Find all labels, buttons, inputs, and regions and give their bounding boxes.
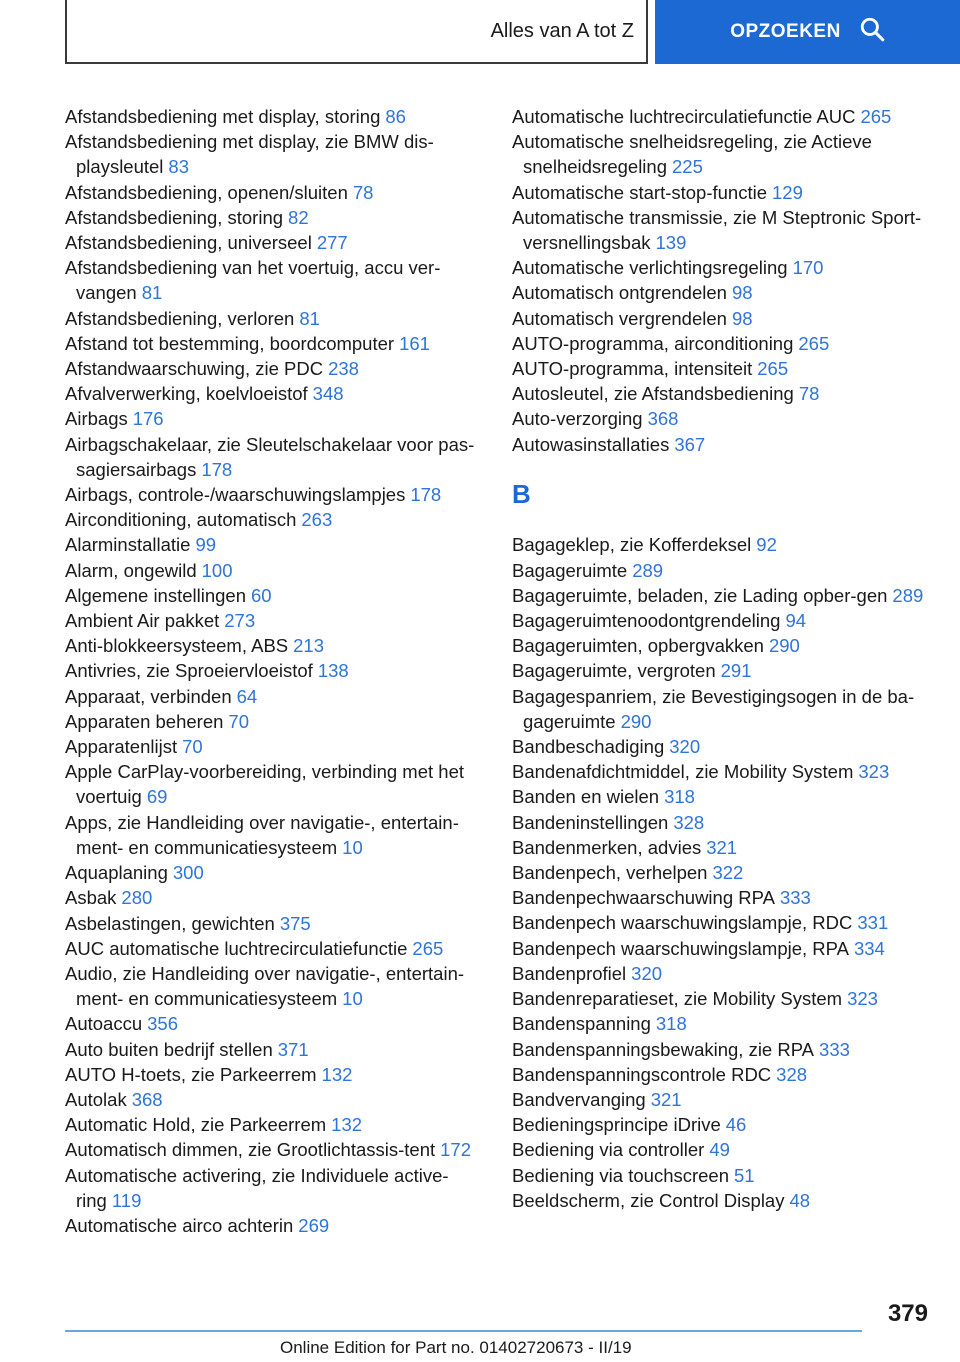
page-reference-link[interactable]: 78 [352, 181, 374, 203]
index-entry [65, 406, 483, 431]
page-reference-link[interactable]: 328 [673, 811, 705, 833]
page-reference-link[interactable]: 10 [342, 836, 363, 858]
page-reference-link[interactable]: 86 [385, 106, 406, 127]
page-reference-link[interactable]: 99 [195, 534, 217, 556]
page-reference-link[interactable]: 70 [182, 736, 203, 758]
page-reference-link[interactable]: 321 [706, 836, 738, 858]
index-entry [512, 784, 932, 809]
page-reference-link[interactable]: 132 [331, 1114, 363, 1136]
index-entry [65, 482, 483, 507]
index-term: Automatische verlichtingsregeling [512, 257, 788, 279]
tab-alles-van-a-tot-z[interactable] [65, 0, 648, 64]
page-reference-link[interactable]: 328 [776, 1063, 808, 1085]
page-reference-link[interactable]: 265 [757, 358, 789, 380]
index-term: Bagageruimte, vergroten [512, 660, 716, 682]
page-reference-link[interactable]: 213 [293, 635, 324, 657]
index-entry [512, 205, 932, 255]
page-reference-link[interactable]: 318 [664, 786, 695, 808]
index-entry [512, 633, 932, 658]
index-term: Afstandsbediening, storing [65, 206, 284, 228]
index-entry [512, 356, 932, 381]
page-reference-link[interactable]: 92 [756, 534, 777, 556]
page-reference-link[interactable]: 49 [709, 1139, 730, 1161]
index-entry [65, 961, 483, 1011]
page-reference-link[interactable]: 367 [674, 433, 706, 455]
index-term: Automatisch dimmen, zie Grootlichtassis-tent [65, 1139, 436, 1161]
index-term: AUTO H-toets, zie Parkeerrem [65, 1063, 317, 1085]
index-term: Airbagschakelaar, zie Sleutelschakelaar voor pas-sagiersairbags [65, 433, 475, 480]
page-reference-link[interactable]: 100 [201, 559, 233, 581]
index-entry [512, 280, 932, 305]
page-reference-link[interactable]: 368 [647, 408, 679, 430]
index-entry [512, 608, 932, 633]
index-entry [512, 583, 932, 608]
page-reference-link[interactable]: 94 [785, 610, 807, 632]
index-entry [65, 1112, 483, 1137]
page-number: 379 [887, 1300, 928, 1327]
index-term: Banden en wielen [512, 786, 660, 808]
page-reference-link[interactable]: 320 [631, 962, 663, 984]
page-reference-link[interactable]: 176 [132, 408, 164, 430]
index-entry [65, 558, 483, 583]
index-entry [65, 583, 483, 608]
index-entry [512, 1087, 932, 1112]
index-term: Ambient Air pakket [65, 610, 220, 632]
index-term: Afvalverwerking, koelvloeistof [65, 383, 308, 405]
index-entry [512, 104, 932, 129]
page-reference-link[interactable]: 323 [858, 761, 890, 783]
page-reference-link[interactable]: 81 [299, 307, 320, 329]
page-reference-link[interactable]: 238 [328, 358, 359, 380]
index-term: Automatische start-stop-functie [512, 181, 767, 203]
index-entry [65, 1213, 483, 1238]
index-entry [65, 381, 483, 406]
index-entry [65, 104, 483, 129]
index-term: Bandenpech waarschuwingslampje, RPA [512, 937, 849, 959]
index-term: Bagageruimte [512, 559, 628, 581]
index-term: Bandenspanningscontrole RDC [512, 1063, 772, 1085]
index-term: Bagageklep, zie Kofferdeksel [512, 534, 752, 556]
index-term: Auto buiten bedrijf stellen [65, 1038, 273, 1060]
index-term: AUTO-programma, intensiteit [512, 358, 753, 380]
page-reference-link[interactable]: 263 [301, 509, 333, 531]
index-entry [65, 1163, 483, 1213]
index-entry [65, 205, 483, 230]
index-entry [512, 1137, 932, 1162]
page-reference-link[interactable]: 129 [772, 181, 803, 203]
page-reference-link[interactable]: 98 [731, 307, 753, 329]
index-entry [512, 558, 932, 583]
footer-divider [65, 1330, 862, 1332]
index-entry [512, 381, 932, 406]
page-reference-link[interactable]: 371 [277, 1038, 309, 1060]
page-reference-link[interactable]: 300 [172, 862, 204, 884]
index-entry [512, 986, 932, 1011]
index-entry [65, 734, 483, 759]
page-reference-link[interactable]: 119 [111, 1189, 142, 1211]
index-term: Automatische luchtrecirculatiefunctie AUC [512, 106, 856, 127]
index-term: Bandeninstellingen [512, 811, 669, 833]
index-term: Autowasinstallaties [512, 433, 670, 455]
index-entry [65, 1087, 483, 1112]
magnifier-icon [859, 16, 885, 48]
index-entry [65, 532, 483, 557]
index-term: Afstandwaarschuwing, zie PDC [65, 358, 324, 380]
index-term: Automatische snelheidsregeling, zie Actieve snelheidsregeling [512, 131, 872, 178]
page-reference-link[interactable]: 69 [146, 786, 168, 808]
index-term: Bediening via touchscreen [512, 1164, 730, 1186]
index-term: Bandenafdichtmiddel, zie Mobility System [512, 761, 854, 783]
page-reference-link[interactable]: 277 [316, 232, 348, 254]
index-term: Asbak [65, 887, 117, 909]
index-term: Automatische airco achterin [65, 1214, 294, 1236]
index-term: Algemene instellingen [65, 584, 247, 606]
page-reference-link[interactable]: 225 [672, 156, 703, 178]
page-reference-link[interactable]: 78 [798, 383, 820, 405]
index-entry [65, 709, 483, 734]
section-letter-heading: B [512, 478, 531, 509]
index-entry [512, 658, 932, 683]
page-reference-link[interactable]: 48 [789, 1189, 811, 1211]
page-reference-link[interactable]: 289 [892, 584, 924, 606]
index-term: Automatische transmissie, zie M Steptronic Sport-versnellingsbak [512, 206, 922, 254]
index-term: Automatisch vergrendelen [512, 307, 727, 329]
index-entry [65, 255, 483, 305]
index-term: Bandenpech, verhelpen [512, 862, 708, 884]
page-reference-link[interactable]: 318 [655, 1013, 687, 1035]
index-entry [512, 885, 932, 910]
index-entry [65, 860, 483, 885]
index-term: Bagageruimten, opbergvakken [512, 635, 764, 657]
index-entry [65, 129, 483, 179]
index-entry [512, 1163, 932, 1188]
page-reference-link[interactable]: 178 [410, 484, 442, 506]
index-entry [65, 684, 483, 709]
index-term: Aquaplaning [65, 862, 168, 884]
index-term: Alarminstallatie [65, 534, 191, 556]
index-term: Apparaat, verbinden [65, 685, 232, 707]
index-term: Afstandsbediening met display, storing [65, 106, 381, 127]
page-reference-link[interactable]: 334 [853, 937, 885, 959]
index-column-right [512, 104, 932, 1213]
index-term: Apparaten beheren [65, 710, 224, 732]
page-reference-link[interactable]: 10 [342, 988, 363, 1010]
index-entry [512, 835, 932, 860]
page-reference-link[interactable]: 333 [819, 1038, 850, 1060]
page-reference-link[interactable]: 81 [141, 282, 163, 304]
index-term: Antivries, zie Sproeiervloeistof [65, 660, 313, 682]
index-term: Bedieningsprincipe iDrive [512, 1114, 721, 1136]
index-entry [512, 1011, 932, 1036]
index-term: Afstandsbediening, verloren [65, 307, 295, 329]
page-reference-link[interactable]: 83 [168, 156, 189, 178]
index-entry [512, 684, 932, 734]
index-entry [65, 810, 483, 860]
index-term: Airconditioning, automatisch [65, 509, 297, 531]
index-entry [512, 331, 932, 356]
index-term: Bandvervanging [512, 1088, 646, 1110]
index-entry [512, 532, 932, 557]
index-entry [65, 432, 483, 482]
index-term: Afstandsbediening van het voertuig, accu ver-vangen [65, 257, 441, 304]
index-term: Autosleutel, zie Afstandsbediening [512, 383, 794, 405]
index-term: Bandenmerken, advies [512, 836, 702, 858]
index-term: Apple CarPlay-voorbereiding, verbinding met het voertuig [65, 761, 464, 808]
page-reference-link[interactable]: 82 [288, 206, 309, 228]
index-entry [65, 306, 483, 331]
index-term: Bandenspanningsbewaking, zie RPA [512, 1038, 815, 1060]
index-entry [65, 633, 483, 658]
index-term: Autoaccu [65, 1013, 143, 1035]
index-term: Automatic Hold, zie Parkeerrem [65, 1114, 327, 1136]
index-term: Bagageruimte, beladen, zie Lading opber-gen [512, 584, 888, 606]
index-term: Alarm, ongewild [65, 559, 197, 581]
page-reference-link[interactable]: 368 [131, 1088, 163, 1110]
page-reference-link[interactable]: 170 [792, 257, 824, 279]
search-button-label: OPZOEKEN [730, 21, 841, 42]
index-term: Bandenreparatieset, zie Mobility System [512, 988, 843, 1010]
index-entry [65, 658, 483, 683]
index-entry [512, 1062, 932, 1087]
page-reference-link[interactable]: 356 [147, 1013, 179, 1035]
page-reference-link[interactable]: 375 [279, 912, 311, 934]
index-entry [512, 255, 932, 280]
page-reference-link[interactable]: 46 [725, 1114, 747, 1136]
page-reference-link[interactable]: 132 [321, 1063, 353, 1085]
page-reference-link[interactable]: 280 [121, 887, 153, 909]
page-reference-link[interactable]: 60 [251, 584, 272, 606]
index-entry [512, 961, 932, 986]
index-term: Beeldscherm, zie Control Display [512, 1189, 785, 1211]
index-term: Bandenpech waarschuwingslampje, RDC [512, 912, 853, 934]
page-reference-link[interactable]: 51 [734, 1164, 755, 1186]
index-entry [512, 1112, 932, 1137]
index-entry [65, 936, 483, 961]
index-term: AUC automatische luchtrecirculatiefunctie [65, 937, 408, 959]
index-entry [65, 356, 483, 381]
index-term: Bandenprofiel [512, 962, 627, 984]
index-entry [65, 230, 483, 255]
edition-footer: Online Edition for Part no. 01402720673 - II/19 [280, 1338, 632, 1357]
index-term: Audio, zie Handleiding over navigatie-, entertain-ment- en communicatiesysteem [65, 962, 465, 1010]
page-reference-link[interactable]: 161 [399, 332, 430, 354]
page-reference-link[interactable]: 331 [857, 912, 889, 934]
index-entry [65, 911, 483, 936]
index-term: Airbags, controle-/waarschuwingslampjes [65, 484, 406, 506]
page-reference-link[interactable]: 323 [847, 988, 878, 1010]
index-term: Bandenspanning [512, 1013, 651, 1035]
index-column-left [65, 104, 483, 1238]
index-entry [512, 759, 932, 784]
page-reference-link[interactable]: 322 [712, 862, 744, 884]
index-entry [65, 331, 483, 356]
index-entry [65, 1137, 483, 1162]
page-reference-link[interactable]: 321 [650, 1088, 682, 1110]
page-reference-link[interactable]: 265 [412, 937, 444, 959]
index-term: Automatisch ontgrendelen [512, 282, 727, 304]
page-reference-link[interactable]: 265 [798, 332, 830, 354]
index-entry [512, 406, 932, 431]
index-term: Bediening via controller [512, 1139, 705, 1161]
index-term: Apps, zie Handleiding over navigatie-, entertain-ment- en communicatiesysteem [65, 811, 459, 858]
index-term: Bagageruimtenoodontgrendeling [512, 610, 781, 632]
page-reference-link[interactable]: 348 [312, 383, 344, 405]
index-term: Automatische activering, zie Individuele active-ring [65, 1164, 449, 1211]
index-entry [512, 734, 932, 759]
index-entry [65, 759, 483, 809]
page-reference-link[interactable]: 178 [201, 458, 233, 480]
page-reference-link[interactable]: 64 [236, 685, 258, 707]
page-reference-link[interactable]: 291 [720, 660, 752, 682]
index-entry [512, 1037, 932, 1062]
index-term: Bandenpechwaarschuwing RPA [512, 887, 775, 909]
index-entry [65, 608, 483, 633]
search-button[interactable] [655, 0, 960, 64]
index-entry [65, 507, 483, 532]
page-reference-link[interactable]: 320 [669, 736, 701, 758]
index-entry [512, 180, 932, 205]
index-entry [65, 180, 483, 205]
index-entry [512, 860, 932, 885]
page-reference-link[interactable]: 289 [632, 559, 664, 581]
index-term: Apparatenlijst [65, 736, 178, 758]
index-term: Bagagespanriem, zie Bevestigingsogen in de ba-gageruimte [512, 685, 915, 732]
index-term: Autolak [65, 1088, 127, 1110]
index-entry [65, 885, 483, 910]
index-term: Bandbeschadiging [512, 736, 665, 758]
index-entry [65, 1062, 483, 1087]
page-reference-link[interactable]: 138 [317, 660, 349, 682]
page-reference-link[interactable]: 265 [860, 106, 892, 127]
index-entry [512, 936, 932, 961]
index-term: Afstandsbediening met display, zie BMW dis-playsleutel [65, 131, 434, 178]
index-term: AUTO-programma, airconditioning [512, 332, 794, 354]
index-term: Anti-blokkeersysteem, ABS [65, 635, 289, 657]
page-reference-link[interactable]: 273 [224, 610, 256, 632]
index-entry [512, 1188, 932, 1213]
index-entry [65, 1037, 483, 1062]
page-reference-link[interactable]: 139 [655, 232, 687, 254]
page-reference-link[interactable]: 70 [228, 710, 249, 732]
index-term: Asbelastingen, gewichten [65, 912, 275, 934]
index-entry [65, 1011, 483, 1036]
index-entry [512, 810, 932, 835]
tab-az-label: Alles van A tot Z [490, 19, 634, 42]
page-reference-link[interactable]: 172 [440, 1139, 472, 1161]
index-term: Airbags [65, 408, 128, 430]
page-reference-link[interactable]: 290 [768, 635, 800, 657]
page-reference-link[interactable]: 290 [620, 710, 652, 732]
index-term: Afstandsbediening, openen/sluiten [65, 181, 348, 203]
page-reference-link[interactable]: 98 [731, 282, 753, 304]
index-term: Auto-verzorging [512, 408, 643, 430]
index-entry [512, 910, 932, 935]
index-entry [512, 306, 932, 331]
page-reference-link[interactable]: 333 [779, 887, 811, 909]
index-entry [512, 432, 932, 457]
index-term: Afstand tot bestemming, boordcomputer [65, 332, 395, 354]
index-term: Afstandsbediening, universeel [65, 232, 312, 254]
page-reference-link[interactable]: 269 [298, 1214, 330, 1236]
index-entry [512, 129, 932, 179]
